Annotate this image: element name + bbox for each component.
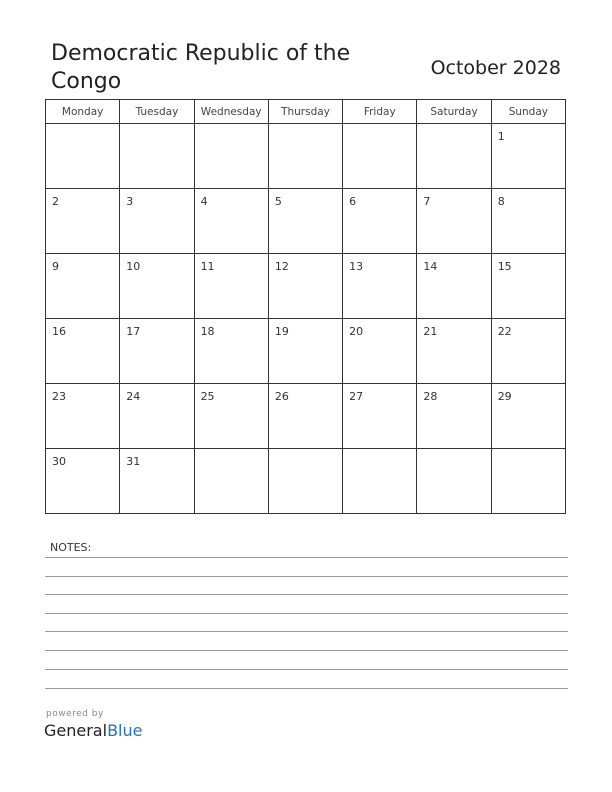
calendar-title: Democratic Republic of the Congo — [51, 41, 351, 94]
calendar-grid — [45, 99, 566, 514]
day-cell — [120, 449, 194, 514]
day-cell — [491, 124, 565, 189]
day-cell — [343, 124, 417, 189]
day-cell — [194, 189, 268, 254]
day-number: 18 — [200, 325, 215, 338]
day-cell — [268, 384, 342, 449]
day-cell — [120, 384, 194, 449]
day-number: 20 — [349, 325, 364, 338]
day-cell — [343, 254, 417, 319]
day-number — [417, 124, 490, 130]
day-number: 6 — [349, 195, 357, 208]
note-line — [45, 576, 568, 577]
powered-by-label: powered by — [46, 709, 104, 719]
day-number — [195, 449, 268, 455]
week-row — [46, 124, 566, 189]
day-number: 10 — [126, 260, 141, 273]
day-number: 16 — [52, 325, 66, 338]
month-label: October 2028 — [430, 57, 561, 79]
day-cell — [194, 384, 268, 449]
day-cell — [491, 254, 565, 319]
week-row — [46, 319, 566, 384]
weekday-header: Thursday — [268, 100, 342, 124]
day-cell — [268, 449, 342, 514]
day-cell — [194, 449, 268, 514]
day-number: 19 — [274, 325, 289, 338]
brand-general-text: General — [44, 721, 108, 740]
note-line — [45, 631, 568, 632]
weekday-header-row — [46, 100, 566, 124]
day-cell — [491, 384, 565, 449]
day-number — [343, 449, 416, 455]
day-number: 11 — [200, 260, 215, 273]
day-cell — [343, 319, 417, 384]
day-number: 5 — [274, 195, 282, 208]
day-cell — [417, 189, 491, 254]
day-number: 2 — [52, 195, 59, 208]
day-cell — [194, 124, 268, 189]
day-cell — [268, 254, 342, 319]
day-number: 9 — [52, 260, 59, 273]
day-cell — [46, 449, 120, 514]
day-number: 8 — [497, 195, 505, 208]
day-cell — [194, 254, 268, 319]
day-number: 28 — [423, 390, 438, 403]
day-number: 31 — [126, 455, 141, 468]
week-row — [46, 449, 566, 514]
note-line — [45, 613, 568, 614]
day-number: 22 — [497, 325, 512, 338]
day-number: 26 — [274, 390, 289, 403]
day-cell — [343, 449, 417, 514]
day-cell — [268, 124, 342, 189]
note-line — [45, 594, 568, 595]
day-number: 14 — [423, 260, 438, 273]
day-number — [343, 124, 416, 130]
day-number: 4 — [200, 195, 208, 208]
day-number: 13 — [349, 260, 364, 273]
day-cell — [343, 384, 417, 449]
day-cell — [417, 124, 491, 189]
day-number: 3 — [126, 195, 134, 208]
day-cell — [491, 449, 565, 514]
day-cell — [120, 124, 194, 189]
day-cell — [194, 319, 268, 384]
weekday-header: Tuesday — [120, 100, 194, 124]
day-number: 21 — [423, 325, 438, 338]
day-number — [269, 124, 342, 130]
day-cell — [120, 254, 194, 319]
week-row — [46, 384, 566, 449]
weekday-header: Sunday — [491, 100, 565, 124]
day-cell — [268, 189, 342, 254]
day-cell — [46, 189, 120, 254]
day-cell — [491, 189, 565, 254]
day-number — [269, 449, 342, 455]
brand-blue-text: Blue — [107, 721, 143, 740]
weekday-header: Saturday — [417, 100, 491, 124]
day-number — [492, 449, 565, 455]
day-number: 29 — [497, 390, 512, 403]
day-number: 24 — [126, 390, 141, 403]
day-cell — [120, 189, 194, 254]
day-number — [417, 449, 490, 455]
day-number: 1 — [497, 130, 505, 143]
day-number: 17 — [126, 325, 141, 338]
day-number — [120, 124, 193, 130]
day-cell — [417, 319, 491, 384]
note-line — [45, 688, 568, 689]
day-number: 27 — [349, 390, 364, 403]
day-number: 25 — [200, 390, 215, 403]
day-cell — [491, 319, 565, 384]
day-cell — [46, 124, 120, 189]
day-cell — [417, 449, 491, 514]
day-cell — [46, 384, 120, 449]
note-line — [45, 650, 568, 651]
day-number: 30 — [52, 455, 66, 468]
notes-label: NOTES: — [50, 541, 92, 554]
week-row — [46, 189, 566, 254]
note-line — [45, 557, 568, 558]
day-number: 23 — [52, 390, 66, 403]
day-cell — [417, 254, 491, 319]
note-line — [45, 669, 568, 670]
day-cell — [417, 384, 491, 449]
day-number — [195, 124, 268, 130]
day-number: 7 — [423, 195, 431, 208]
day-cell — [268, 319, 342, 384]
day-number: 15 — [497, 260, 512, 273]
week-row — [46, 254, 566, 319]
day-cell — [46, 254, 120, 319]
brand-logo — [44, 721, 142, 740]
weekday-header: Friday — [343, 100, 417, 124]
day-number — [46, 124, 119, 130]
day-number: 12 — [274, 260, 289, 273]
day-cell — [46, 319, 120, 384]
weekday-header: Monday — [46, 100, 120, 124]
day-cell — [120, 319, 194, 384]
weekday-header: Wednesday — [194, 100, 268, 124]
day-cell — [343, 189, 417, 254]
